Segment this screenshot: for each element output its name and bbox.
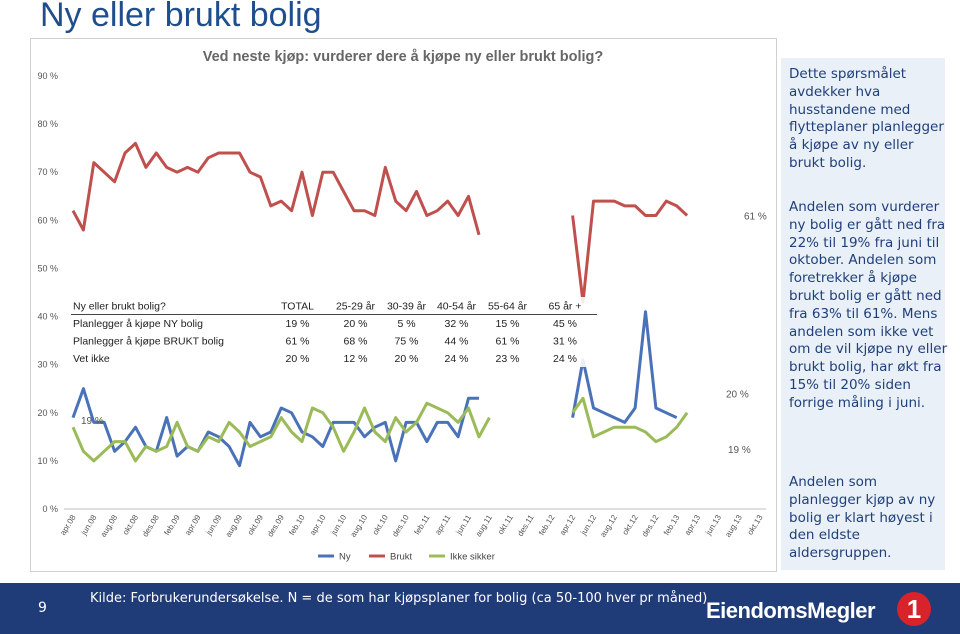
table-header-cell: 30-39 år [386,300,427,313]
x-tick-label: aug.08 [98,513,120,539]
table-cell: Planlegger å kjøpe NY bolig [73,318,203,330]
x-tick-label: jun.13 [703,513,724,537]
x-tick-label: aug.11 [473,513,495,539]
y-tick-label: 20 % [37,407,58,418]
table-cell: 12 % [343,353,368,365]
table-cell: 31 % [553,335,577,348]
table-cell: 20 % [394,353,419,365]
side-paragraph-intro: Dette spørsmålet avdekker hva husstandene med flytteplaner planlegger å kjøpe av ny eller brukt bolig. [789,66,944,171]
table-cell: 19 % [285,318,310,330]
table-header-cell: 25-29 år [335,300,376,313]
series-line-brukt [573,201,688,302]
table-cell: 44 % [444,335,469,348]
x-tick-label: aug.09 [223,513,245,539]
x-tick-label: des.09 [265,513,286,539]
x-tick-label: des.11 [515,513,536,538]
label-ny-last: 19 % [728,444,751,456]
table-cell: Vet ikke [73,353,110,365]
table-cell: Planlegger å kjøpe BRUKT bolig [73,335,224,348]
brand-logo-text: EiendomsMegler [706,598,876,623]
x-tick-label: okt.08 [120,513,141,537]
table-cell: 15 % [495,318,520,330]
y-tick-label: 40 % [37,311,58,322]
y-tick-label: 70 % [37,167,58,178]
x-tick-label: okt.12 [620,513,640,537]
table-cell: 20 % [343,318,368,330]
source-note: Kilde: Forbrukerundersøkelse. N = de som har kjøpsplaner for bolig (ca 50-100 hver pr måned) [90,591,708,606]
x-tick-label: feb.09 [162,513,182,537]
label-ny-first: 19 % [81,415,104,427]
x-tick-label: okt.11 [496,513,515,537]
x-tick-label: okt.13 [745,513,765,537]
brand-logo-mark: 1 [897,592,931,626]
x-tick-label: jun.08 [79,513,99,537]
x-tick-label: jun.11 [454,513,474,537]
x-tick-label: des.10 [390,513,411,539]
x-tick-label: feb.10 [287,513,307,537]
table-cell: 45 % [553,318,577,330]
table-header-cell: Ny eller brukt bolig? [73,300,166,313]
x-tick-label: apr.11 [433,513,453,537]
legend-label-brukt: Brukt [390,551,413,563]
table-header-cell: 65 år + [548,300,582,313]
side-paragraph-age: Andelen som planlegger kjøp av ny bolig er klart høyest i den eldste aldersgruppen. [789,474,936,562]
table-cell: 61 % [285,335,310,348]
line-chart [31,39,776,571]
y-tick-label: 0 % [42,504,58,514]
table-cell: 61 % [495,335,520,348]
series-line-ikke-sikker [73,403,489,461]
label-brukt-last: 61 % [744,211,767,223]
y-tick-label: 60 % [37,215,58,226]
x-tick-label: aug.12 [598,513,619,539]
x-tick-label: okt.10 [370,513,390,537]
chart-title: Ved neste kjøp: vurderer dere å kjøpe ny eller brukt bolig? [202,49,604,65]
legend-label-ny: Ny [339,551,351,563]
y-tick-label: 30 % [37,359,58,370]
table-cell: 23 % [495,353,520,365]
chart-frame [30,38,777,572]
table-cell: 24 % [553,353,577,365]
x-tick-label: feb.11 [412,513,432,537]
x-tick-label: apr.08 [58,513,78,537]
x-tick-label: jun.12 [578,513,599,537]
x-tick-label: apr.10 [308,513,328,537]
x-tick-label: des.08 [140,513,161,539]
table-cell: 68 % [343,335,368,348]
x-tick-label: feb.12 [537,513,557,537]
y-tick-label: 80 % [37,119,58,130]
x-tick-label: okt.09 [245,513,266,537]
series-line-brukt [73,143,479,234]
side-paragraph-findings: Andelen som vurderer ny bolig er gått ned fra 22% til 19% fra juni til oktober. Andelen som foretrekker å kjøpe brukt bolig er gått ned fra 63% til 61%. Mens andelen som ikke vet om de vil kjøpe ny eller brukt bolig, har økt fra 15% til 20% siden forrige måling i juni. [789,199,948,411]
x-tick-label: aug.13 [723,513,744,539]
x-tick-label: aug.10 [348,513,370,539]
table-cell: 24 % [444,353,469,365]
legend-label-ikke-sikker: Ikke sikker [450,551,495,563]
table-header-cell: 40-54 år [436,300,477,313]
x-tick-label: feb.13 [662,513,682,537]
x-tick-label: jun.09 [204,513,224,537]
series-line-ikke-sikker [573,398,688,441]
y-tick-label: 90 % [37,71,58,81]
y-tick-label: 10 % [37,455,58,466]
x-tick-label: des.12 [640,513,661,539]
x-tick-label: apr.13 [682,513,703,537]
slide-title: Ny eller brukt bolig [40,0,322,34]
label-ikke-sikker-last: 20 % [726,389,749,401]
x-tick-label: apr.09 [183,513,203,537]
page-number: 9 [38,600,47,616]
table-cell: 75 % [394,335,419,348]
table-header-cell: TOTAL [281,300,314,313]
y-tick-label: 50 % [37,263,58,274]
x-tick-label: jun.10 [329,513,349,537]
table-cell: 32 % [444,318,469,330]
table-header-cell: 55-64 år [487,300,528,313]
x-tick-label: apr.12 [557,513,578,537]
table-cell: 5 % [397,318,416,330]
table-cell: 20 % [285,353,310,365]
